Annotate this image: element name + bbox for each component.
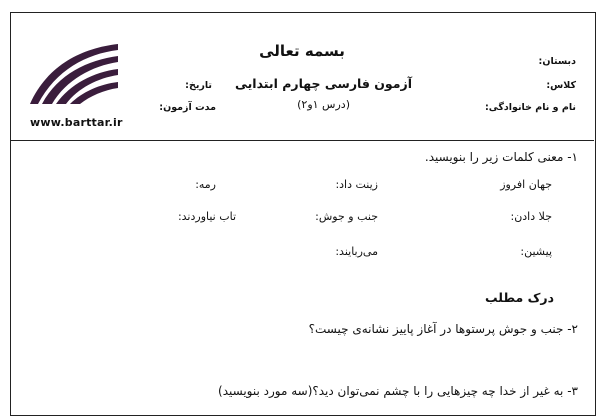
word-item: جنب و جوش: (315, 210, 378, 223)
section-title: درک مطلب (484, 290, 554, 305)
date-label: تاریخ: (185, 80, 212, 91)
question-2: ۲- جنب و جوش پرستوها در آغاز پاییز نشانه‌ی چیست؟ (308, 322, 578, 336)
lesson-range: (درس ۱و۲) (297, 98, 350, 111)
word-item: جلا دادن: (510, 210, 552, 223)
school-label: دبستان: (538, 56, 576, 67)
class-label: کلاس: (546, 80, 576, 91)
barttar-logo-icon (28, 42, 120, 108)
word-item: زینت داد: (335, 178, 378, 191)
name-label: نام و نام خانوادگی: (484, 102, 576, 113)
question-1: ۱- معنی کلمات زیر را بنویسید. (424, 150, 578, 164)
question-3: ۳- به غیر از خدا چه چیزهایی را با چشم نمی‌توان دید؟(سه مورد بنویسید) (218, 384, 578, 398)
word-item: پیشین: (520, 245, 552, 258)
website-url: www.barttar.ir (30, 116, 123, 129)
word-item: جهان افروز (500, 178, 552, 191)
word-item: رمه: (195, 178, 216, 191)
exam-title: آزمون فارسی چهارم ابتدایی (234, 76, 412, 91)
word-item: تاب نیاوردند: (177, 210, 236, 223)
duration-label: مدت آزمون: (159, 102, 216, 113)
word-item: می‌ربایند: (335, 245, 378, 258)
basmala-title: بسمه تعالی (259, 42, 345, 60)
